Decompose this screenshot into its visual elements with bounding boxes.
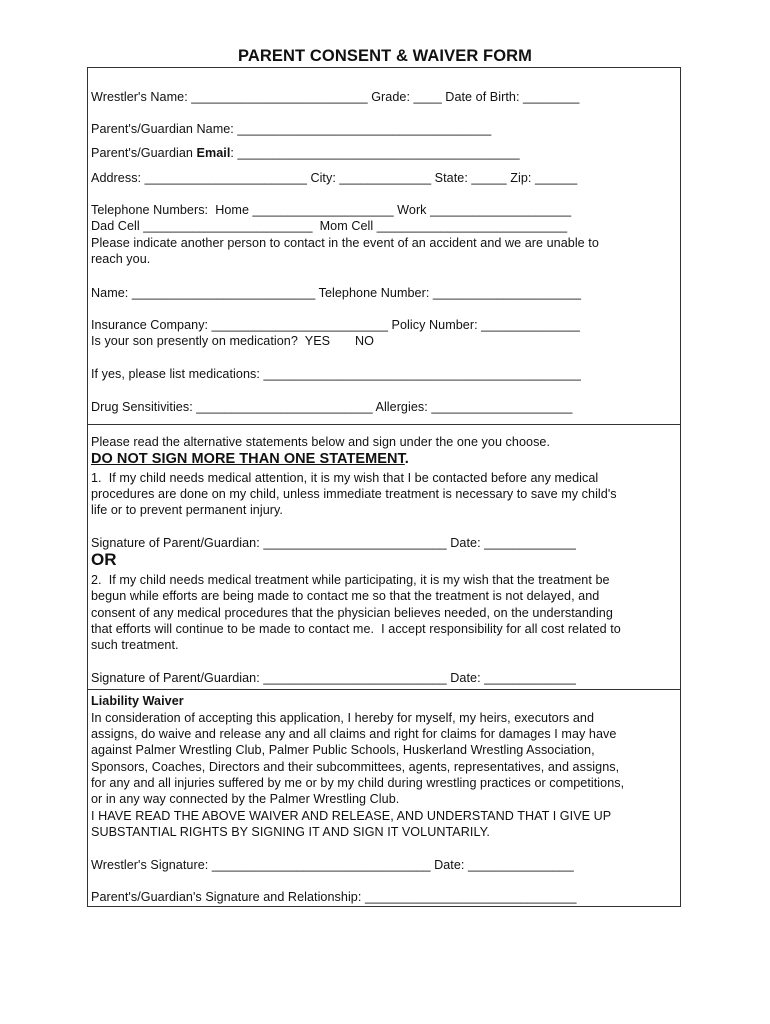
waiver-text-6: or in any way connected by the Palmer Wrestling Club. (91, 792, 400, 806)
wrestler-signature-line[interactable]: Wrestler's Signature: _______________________________ Date: _______________ (91, 858, 574, 872)
parent-email-line[interactable] (91, 145, 520, 161)
liability-waiver-heading: Liability Waiver (91, 694, 184, 708)
waiver-text-4: Sponsors, Coaches, Directors and their subcommittees, agents, representatives, and assigns, (91, 760, 620, 774)
statement-2-text: 2. If my child needs medical treatment while participating, it is my wish that the treatment be (91, 573, 610, 587)
waiver-text-2: assigns, do waive and release any and all claims and right for claims for damages I may have (91, 727, 617, 741)
medications-list-line[interactable]: If yes, please list medications: _____________________________________________ (91, 367, 581, 381)
emergency-contact-instructions-cont: reach you. (91, 252, 151, 266)
statement-1-text-cont: procedures are done on my child, unless immediate treatment is necessary to save my child's (91, 487, 617, 501)
warning-period: . (404, 451, 409, 467)
statement-1-text-end: life or to prevent permanent injury. (91, 503, 283, 517)
statement-1-text: 1. If my child needs medical attention, it is my wish that I be contacted before any medical (91, 471, 599, 485)
parent-email-bold-label: Email (196, 146, 231, 160)
waiver-acknowledgement-1: I HAVE READ THE ABOVE WAIVER AND RELEASE, AND UNDERSTAND THAT I GIVE UP (91, 809, 612, 823)
statement-2-text-3: consent of any medical procedures that the physician believes needed, on the understanding (91, 606, 613, 620)
parent-email-field[interactable]: : ________________________________________ (230, 146, 520, 160)
parent-email-label: Parent's/Guardian (91, 146, 197, 160)
cell-phone-line[interactable]: Dad Cell ________________________ Mom Cell ___________________________ (91, 219, 568, 233)
statement-2-text-2: begun while efforts are being made to contact me so that the treatment is not delayed, and (91, 589, 600, 603)
insurance-line[interactable]: Insurance Company: _________________________ Policy Number: ______________ (91, 318, 580, 332)
wrestler-info-line[interactable]: Wrestler's Name: _________________________ Grade: ____ Date of Birth: ________ (91, 90, 580, 104)
or-label: OR (91, 550, 117, 569)
waiver-text-3: against Palmer Wrestling Club, Palmer Public Schools, Huskerland Wrestling Association, (91, 743, 595, 757)
drug-allergies-line[interactable]: Drug Sensitivities: _________________________ Allergies: ____________________ (91, 400, 573, 414)
warning-heading (91, 451, 409, 467)
parent-name-line[interactable]: Parent's/Guardian Name: ____________________________________ (91, 122, 492, 136)
warning-text: DO NOT SIGN MORE THAN ONE STATEMENT (91, 451, 405, 467)
waiver-text-1: In consideration of accepting this application, I hereby for myself, my heirs, executors and (91, 711, 595, 725)
waiver-acknowledgement-2: SUBSTANTIAL RIGHTS BY SIGNING IT AND SIGN IT VOLUNTARILY. (91, 825, 490, 839)
statement-2-text-5: such treatment. (91, 638, 179, 652)
waiver-text-5: for any and all injuries suffered by me or by my child during wrestling practices or competitions, (91, 776, 625, 790)
emergency-contact-instructions: Please indicate another person to contact in the event of an accident and we are unable to (91, 236, 599, 250)
statement-instructions: Please read the alternative statements below and sign under the one you choose. (91, 435, 551, 449)
parent-signature-line[interactable]: Parent's/Guardian's Signature and Relationship: ______________________________ (91, 890, 577, 904)
address-line[interactable]: Address: _______________________ City: _____________ State: _____ Zip: ______ (91, 171, 578, 185)
emergency-contact-line[interactable]: Name: __________________________ Telephone Number: _____________________ (91, 286, 582, 300)
signature-2-line[interactable]: Signature of Parent/Guardian: __________________________ Date: _____________ (91, 671, 576, 685)
form-title: PARENT CONSENT & WAIVER FORM (238, 47, 532, 65)
telephone-line[interactable]: Telephone Numbers: Home ____________________ Work ____________________ (91, 203, 572, 217)
medication-question[interactable]: Is your son presently on medication? YES NO (91, 334, 374, 348)
signature-1-line[interactable]: Signature of Parent/Guardian: __________________________ Date: _____________ (91, 536, 576, 550)
statement-2-text-4: that efforts will continue to be made to contact me. I accept responsibility for all cost related to (91, 622, 621, 636)
